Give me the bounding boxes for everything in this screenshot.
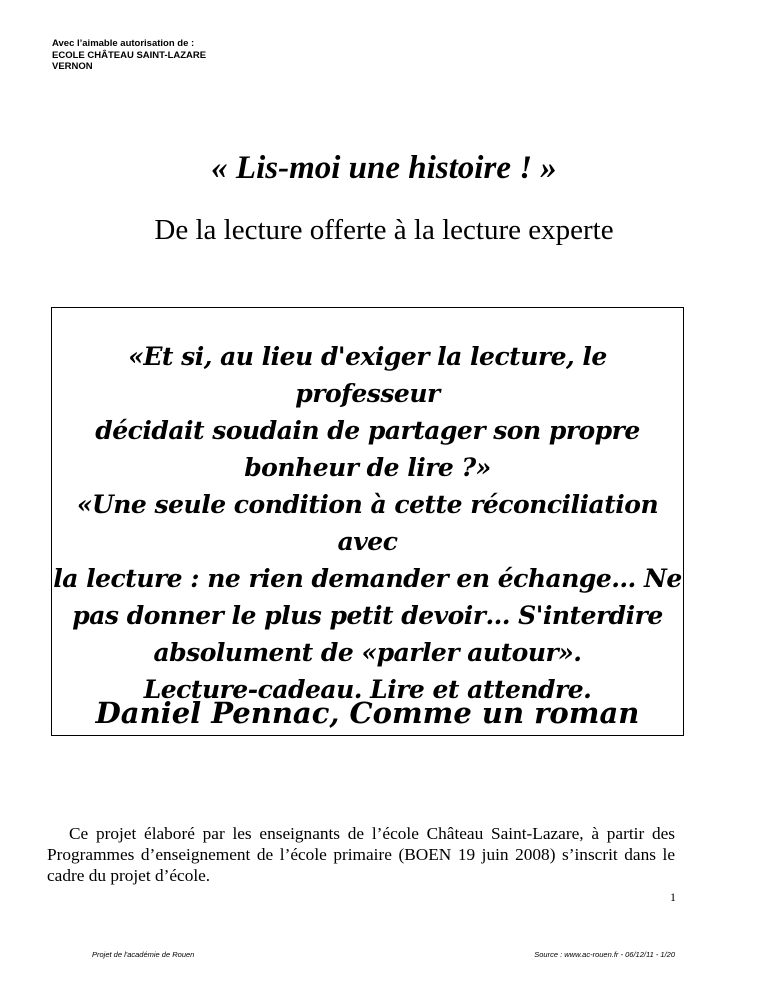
quote-line-4: «Une seule condition à cette réconciliation avec [76,490,659,556]
header-line-3: VERNON [52,61,93,72]
quote-author: Daniel Pennac, Comme un roman [95,696,640,730]
page-number: 1 [670,890,676,904]
quote-line-5: la lecture : ne rien demander en échange… Ne [53,564,682,593]
header-permission [52,38,206,73]
header-line-2: ECOLE CHÂTEAU SAINT-LAZARE [52,49,207,61]
body-paragraph: Ce projet élaboré par les enseignants de l’école Château Saint-Lazare, à partir des Programmes d’enseignement de l’école primaire (BOEN 19 juin 2008) s’inscrit dans le cadre du projet d’école. [47,824,675,885]
footer-left: Projet de l'académie de Rouen [92,950,195,959]
quote-box [51,307,684,736]
footer-right: Source : www.ac-rouen.fr - 06/12/11 - 1/20 [534,950,675,959]
quote-line-6: pas donner le plus petit devoir… S'interdire [72,601,663,630]
quote-line-2: décidait soudain de partager son propre [95,416,640,445]
quote-text [52,338,683,708]
page-subtitle: De la lecture offerte à la lecture experte [154,214,614,246]
page-title: « Lis-moi une histoire ! » [211,150,557,186]
header-line-1: Avec l’aimable autorisation de : [52,38,195,49]
quote-line-1: «Et si, au lieu d'exiger la lecture, le professeur [128,342,607,408]
quote-line-3: bonheur de lire ?» [244,453,491,482]
quote-line-7: absolument de «parler autour». [153,638,582,667]
quote-line-8: Lecture-cadeau. Lire et attendre. [143,675,592,704]
